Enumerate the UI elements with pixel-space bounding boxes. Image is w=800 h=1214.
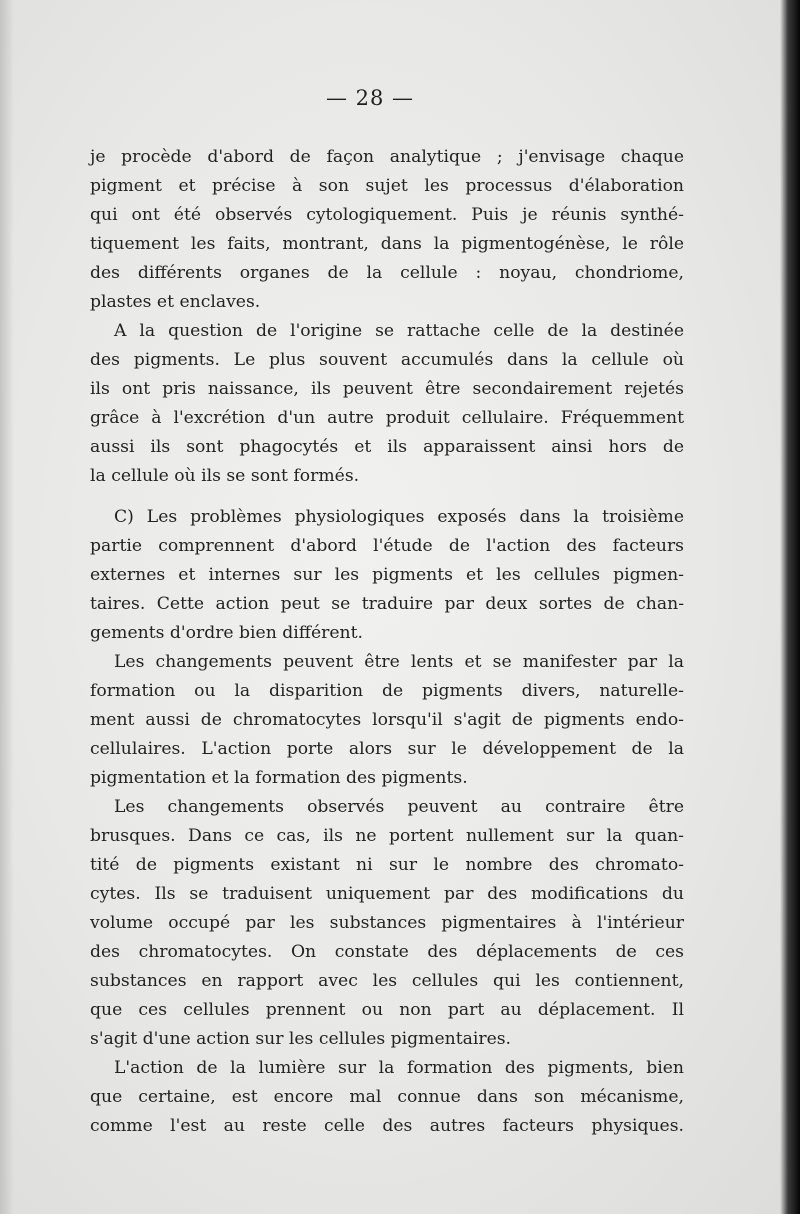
- text-line: que certaine, est encore mal connue dans son mécanisme,: [90, 1087, 684, 1107]
- paragraph: [90, 143, 684, 317]
- text-line: substances en rapport avec les cellules qui les contiennent,: [90, 971, 684, 991]
- text-line: s'agit d'une action sur les cellules pigmentaires.: [90, 1029, 512, 1049]
- text-line: plastes et enclaves.: [90, 292, 261, 312]
- text-line: pigmentation et la formation des pigments.: [90, 768, 468, 788]
- text-line: externes et internes sur les pigments et les cellules pigmen-: [90, 565, 684, 585]
- paragraph: [90, 648, 684, 793]
- text-line: L'action de la lumière sur la formation des pigments, bien: [114, 1058, 684, 1078]
- paragraph-gap: [90, 491, 684, 503]
- text-line: des chromatocytes. On constate des déplacements de ces: [90, 942, 684, 962]
- page-number: — 28 —: [325, 86, 415, 110]
- text-line: tiquement les faits, montrant, dans la pigmentogénèse, le rôle: [90, 234, 684, 254]
- paragraph: [90, 503, 684, 648]
- text-line: volume occupé par les substances pigmentaires à l'intérieur: [90, 913, 684, 933]
- paragraph: [90, 317, 684, 491]
- text-line: partie comprennent d'abord l'étude de l'action des facteurs: [90, 536, 684, 556]
- text-line: comme l'est au reste celle des autres facteurs physiques.: [90, 1116, 684, 1136]
- paragraph: [90, 1054, 684, 1141]
- text-line: taires. Cette action peut se traduire par deux sortes de chan-: [90, 594, 684, 614]
- text-line: des différents organes de la cellule : noyau, chondriome,: [90, 263, 684, 283]
- text-line: C) Les problèmes physiologiques exposés dans la troisième: [114, 507, 684, 527]
- text-line: Les changements peuvent être lents et se manifester par la: [114, 652, 684, 672]
- text-line: gements d'ordre bien différent.: [90, 623, 363, 643]
- text-line: ils ont pris naissance, ils peuvent être secondairement rejetés: [90, 379, 684, 399]
- text-line: cellulaires. L'action porte alors sur le développement de la: [90, 739, 684, 759]
- text-line: aussi ils sont phagocytés et ils apparaissent ainsi hors de: [90, 437, 684, 457]
- page-edge-shadow: [0, 0, 14, 1214]
- text-line: que ces cellules prennent ou non part au déplacement. Il: [90, 1000, 684, 1020]
- body-text: [90, 143, 684, 1141]
- text-line: grâce à l'excrétion d'un autre produit cellulaire. Fréquemment: [90, 408, 684, 428]
- text-line: pigment et précise à son sujet les processus d'élaboration: [90, 176, 684, 196]
- text-line: formation ou la disparition de pigments divers, naturelle-: [90, 681, 684, 701]
- text-line: Les changements observés peuvent au contraire être: [114, 797, 684, 817]
- text-line: des pigments. Le plus souvent accumulés dans la cellule où: [90, 350, 684, 370]
- text-line: cytes. Ils se traduisent uniquement par des modifications du: [90, 884, 684, 904]
- text-line: la cellule où ils se sont formés.: [90, 466, 360, 486]
- text-line: tité de pigments existant ni sur le nombre des chromato-: [90, 855, 684, 875]
- text-line: qui ont été observés cytologiquement. Puis je réunis synthé-: [90, 205, 684, 225]
- text-line: brusques. Dans ce cas, ils ne portent nullement sur la quan-: [90, 826, 684, 846]
- text-line: ment aussi de chromatocytes lorsqu'il s'agit de pigments endo-: [90, 710, 684, 730]
- text-line: je procède d'abord de façon analytique ; j'envisage chaque: [90, 147, 684, 167]
- book-binding-edge: [780, 0, 800, 1214]
- paragraph: [90, 793, 684, 1054]
- text-line: A la question de l'origine se rattache celle de la destinée: [114, 321, 684, 341]
